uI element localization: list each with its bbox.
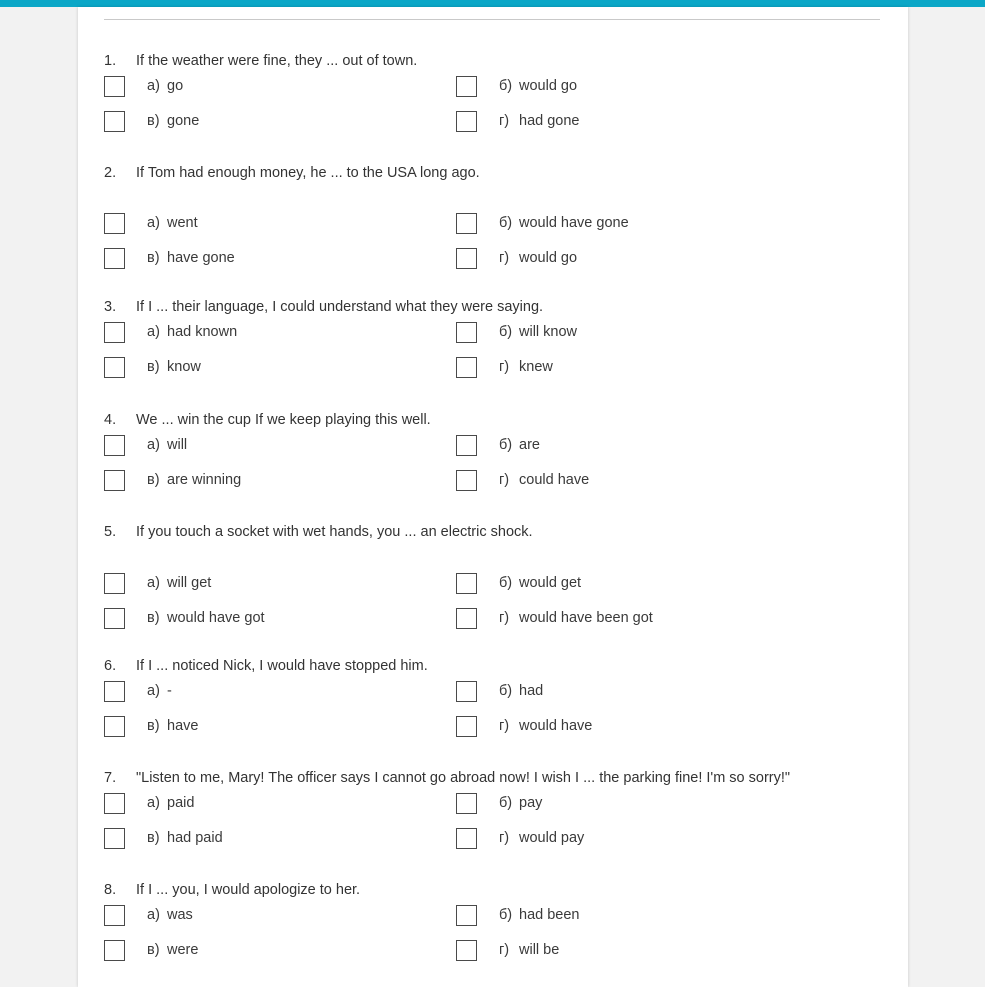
question-text: If the weather were fine, they ... out of town. [136,53,418,69]
option-letter: в) [147,250,160,266]
answer-checkbox[interactable] [104,111,125,132]
answer-option[interactable] [456,938,559,962]
option-letter: а) [147,324,160,340]
answer-checkbox[interactable] [104,716,125,737]
answer-option[interactable] [456,571,581,595]
top-divider [104,19,880,20]
answer-checkbox[interactable] [456,435,477,456]
option-text: will get [167,575,212,591]
answer-checkbox[interactable] [104,435,125,456]
answer-option[interactable] [456,606,653,630]
answer-checkbox[interactable] [104,248,125,269]
option-text: know [167,359,201,375]
option-letter: г) [499,250,510,266]
answer-checkbox[interactable] [104,213,125,234]
answer-option[interactable] [456,679,543,703]
answer-checkbox[interactable] [456,213,477,234]
option-letter: г) [499,610,510,626]
answer-option[interactable] [104,791,194,815]
question-text: If Tom had enough money, he ... to the USA long ago. [136,165,480,181]
answer-option[interactable] [456,903,579,927]
question-number: 7. [104,770,117,786]
option-letter: в) [147,359,160,375]
answer-option[interactable] [456,320,577,344]
answer-checkbox[interactable] [104,470,125,491]
option-letter: б) [499,795,513,811]
answer-option[interactable] [456,433,540,457]
option-letter: в) [147,830,160,846]
option-text: knew [519,359,553,375]
answer-checkbox[interactable] [104,793,125,814]
option-letter: а) [147,575,160,591]
option-text: are winning [167,472,242,488]
answer-option[interactable] [456,714,592,738]
question-number: 3. [104,299,117,315]
answer-option[interactable] [104,433,187,457]
option-letter: а) [147,683,160,699]
option-text: were [167,942,199,958]
question-number: 5. [104,524,117,540]
answer-checkbox[interactable] [456,248,477,269]
option-text: are [519,437,540,453]
option-text: had gone [519,113,580,129]
answer-checkbox[interactable] [104,681,125,702]
option-letter: б) [499,215,513,231]
answer-option[interactable] [104,714,198,738]
option-text: have gone [167,250,235,266]
answer-checkbox[interactable] [456,905,477,926]
answer-checkbox[interactable] [104,905,125,926]
answer-checkbox[interactable] [104,828,125,849]
answer-checkbox[interactable] [456,716,477,737]
question-text: If you touch a socket with wet hands, you ... an electric shock. [136,524,533,540]
option-text: had been [519,907,580,923]
option-letter: г) [499,472,510,488]
question-number: 2. [104,165,117,181]
option-letter: в) [147,718,160,734]
option-text: had [519,683,544,699]
option-text: gone [167,113,200,129]
answer-option[interactable] [104,606,265,630]
option-text: will be [519,942,560,958]
option-letter: в) [147,942,160,958]
option-text: would go [519,250,578,266]
option-text: went [167,215,198,231]
question-number: 6. [104,658,117,674]
answer-checkbox[interactable] [456,357,477,378]
answer-option[interactable] [104,938,198,962]
option-text: could have [519,472,590,488]
option-text: - [167,683,172,699]
answer-checkbox[interactable] [456,940,477,961]
option-letter: б) [499,575,513,591]
top-accent-bar [0,0,985,7]
answer-option[interactable] [104,468,241,492]
answer-option[interactable] [104,211,198,235]
option-text: will know [519,324,578,340]
answer-option[interactable] [104,74,183,98]
option-letter: г) [499,113,510,129]
answer-checkbox[interactable] [104,76,125,97]
option-letter: а) [147,907,160,923]
option-text: have [167,718,199,734]
option-letter: б) [499,437,513,453]
option-letter: г) [499,830,510,846]
question-text: We ... win the cup If we keep playing this well. [136,412,431,428]
answer-checkbox[interactable] [456,793,477,814]
option-text: would go [519,78,578,94]
option-letter: а) [147,437,160,453]
option-letter: б) [499,78,513,94]
answer-option[interactable] [104,571,211,595]
answer-checkbox[interactable] [104,608,125,629]
answer-checkbox[interactable] [456,828,477,849]
option-text: had paid [167,830,223,846]
option-text: was [167,907,193,923]
option-letter: г) [499,942,510,958]
answer-checkbox[interactable] [456,608,477,629]
answer-option[interactable] [104,320,237,344]
option-letter: б) [499,324,513,340]
answer-option[interactable] [104,826,223,850]
answer-option[interactable] [456,468,589,492]
answer-option[interactable] [456,355,553,379]
option-text: go [167,78,184,94]
answer-option[interactable] [456,246,577,270]
answer-option[interactable] [104,355,201,379]
answer-option[interactable] [104,679,172,703]
option-letter: в) [147,113,160,129]
answer-checkbox[interactable] [456,681,477,702]
answer-option[interactable] [456,826,584,850]
answer-checkbox[interactable] [456,573,477,594]
option-letter: а) [147,78,160,94]
option-text: would pay [519,830,585,846]
question-text: If I ... their language, I could understand what they were saying. [136,299,544,315]
option-text: pay [519,795,543,811]
answer-checkbox[interactable] [104,940,125,961]
answer-checkbox[interactable] [104,322,125,343]
answer-option[interactable] [456,109,579,133]
answer-checkbox[interactable] [104,573,125,594]
option-text: would have been got [519,610,653,626]
option-letter: в) [147,610,160,626]
answer-option[interactable] [104,246,235,270]
option-text: would have [519,718,593,734]
answer-checkbox[interactable] [104,357,125,378]
answer-checkbox[interactable] [456,76,477,97]
option-text: would get [519,575,582,591]
answer-option[interactable] [456,211,629,235]
option-text: would have gone [519,215,629,231]
question-number: 4. [104,412,117,428]
option-text: had known [167,324,238,340]
question-text: If I ... noticed Nick, I would have stopped him. [136,658,428,674]
option-letter: а) [147,795,160,811]
option-letter: г) [499,718,510,734]
option-text: paid [167,795,195,811]
answer-option[interactable] [104,903,193,927]
option-text: would have got [167,610,265,626]
question-text: If I ... you, I would apologize to her. [136,882,361,898]
worksheet-page [78,7,908,987]
answer-checkbox[interactable] [456,111,477,132]
answer-checkbox[interactable] [456,322,477,343]
question-number: 1. [104,53,117,69]
answer-option[interactable] [104,109,199,133]
answer-checkbox[interactable] [456,470,477,491]
option-letter: б) [499,683,513,699]
question-text: "Listen to me, Mary! The officer says I cannot go abroad now! I wish I ... the parking fine! I'm so sorry!" [136,770,791,786]
option-text: will [167,437,188,453]
option-letter: г) [499,359,510,375]
option-letter: б) [499,907,513,923]
answer-option[interactable] [456,791,542,815]
question-number: 8. [104,882,117,898]
answer-option[interactable] [456,74,577,98]
option-letter: в) [147,472,160,488]
option-letter: а) [147,215,160,231]
